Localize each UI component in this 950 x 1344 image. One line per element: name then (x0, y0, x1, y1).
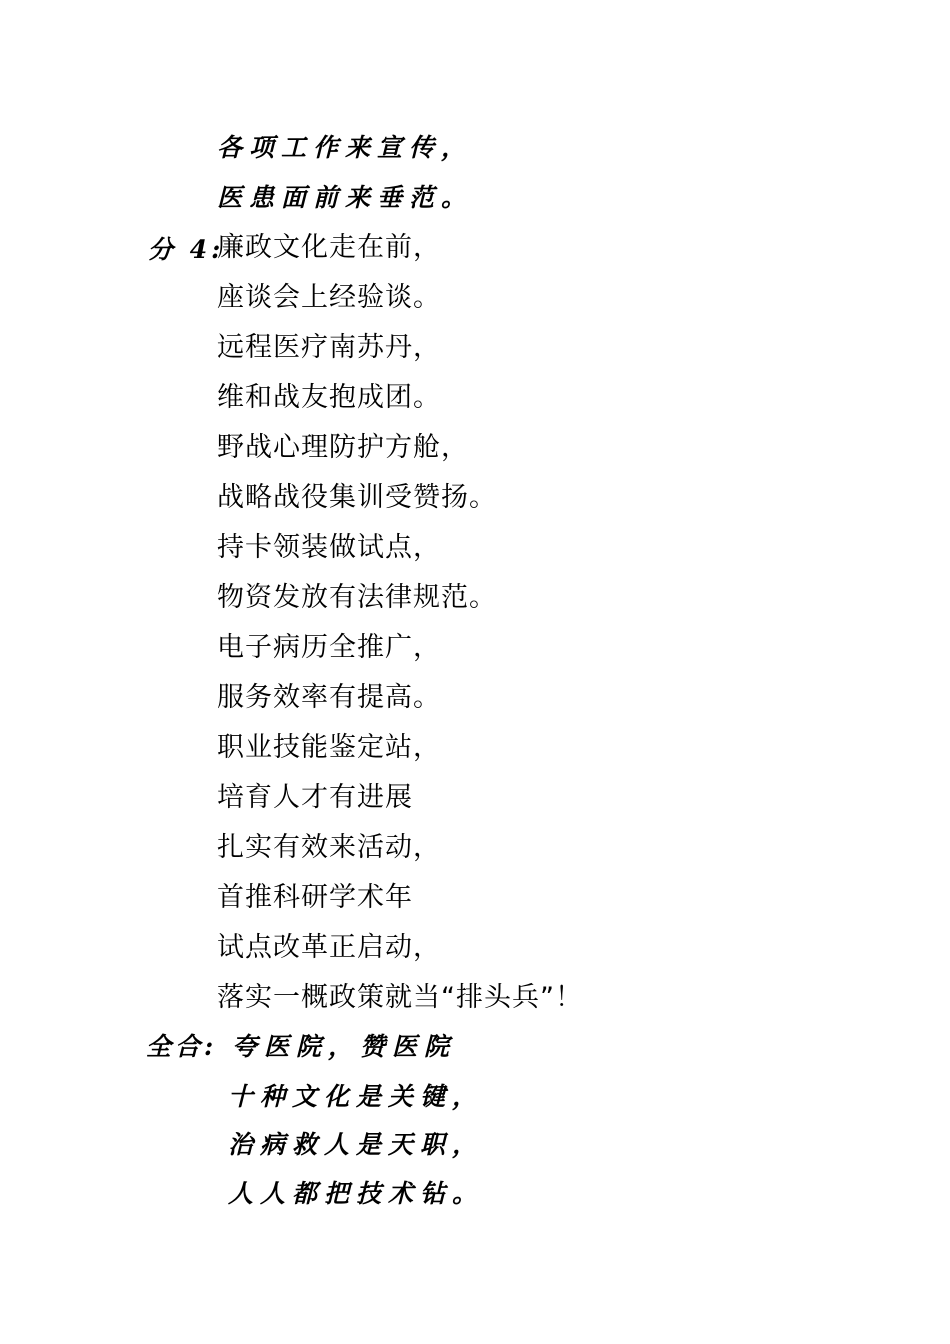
verse-line: 持卡领装做试点， (217, 532, 441, 563)
verse-line: 服务效率有提高。 (217, 682, 441, 713)
verse-line: 座谈会上经验谈。 (217, 282, 441, 313)
verse-line: 扎实有效来活动， (217, 832, 441, 863)
verse-line: 职业技能鉴定站， (217, 732, 441, 763)
verse-line: 治病救人是天职， (228, 1130, 485, 1159)
speaker-label: 全合: (146, 1032, 218, 1061)
verse-line: 各项工作来宣传， (217, 133, 474, 162)
verse-line: 首推科研学术年 (217, 882, 413, 913)
speaker-label: 分 4: (148, 235, 225, 264)
verse-line: 物资发放有法律规范。 (217, 582, 497, 613)
verse-line: 人人都把技术钻。 (228, 1179, 485, 1208)
verse-line: 医患面前来垂范。 (217, 183, 474, 212)
verse-line: 电子病历全推广， (217, 632, 441, 663)
verse-line: 试点改革正启动， (217, 932, 441, 963)
verse-line: 廉政文化走在前， (217, 232, 441, 263)
verse-line: 十种文化是关键， (228, 1082, 485, 1111)
verse-line: 夸医院，赞医院 (232, 1032, 457, 1061)
verse-line: 远程医疗南苏丹， (217, 332, 441, 363)
verse-line: 维和战友抱成团。 (217, 382, 441, 413)
verse-line: 培育人才有进展 (217, 782, 413, 813)
verse-line: 战略战役集训受赞扬。 (217, 482, 497, 513)
verse-line: 落实一概政策就当“排头兵”！ (217, 982, 583, 1013)
verse-line: 野战心理防护方舱， (217, 432, 469, 463)
